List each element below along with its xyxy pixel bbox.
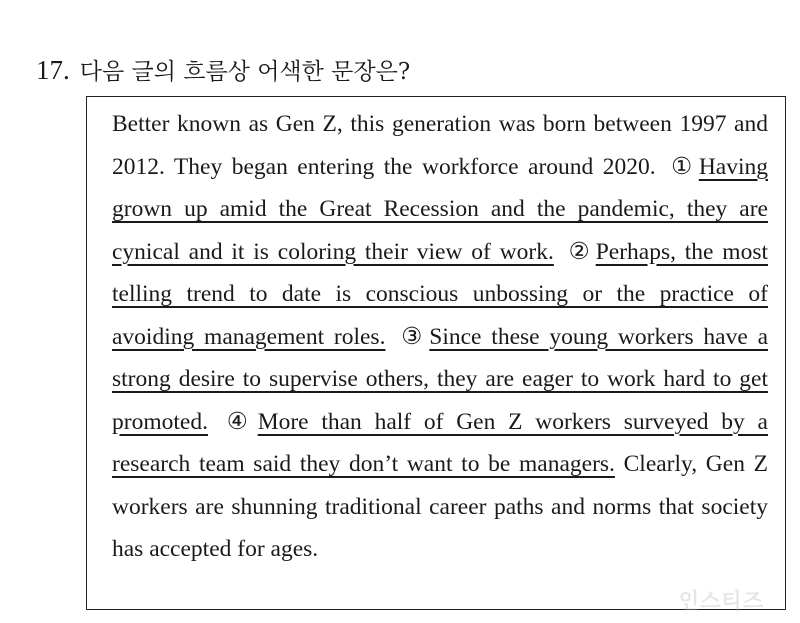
question-header [36,52,410,90]
choice-sentence-1: Having grown up amid the Great Recession and the pandemic, they are cynical and it is coloring their view of work. [112,153,768,265]
watermark-logo: 인스티즈 [678,589,764,613]
choice-marker-4: ④ [226,408,255,435]
question-prompt: 다음 글의 흐름상 어색한 문장은? [79,59,411,85]
passage-box [86,96,786,610]
passage-intro: Better known as Gen Z, this generation was born between 1997 and 2012. They began entering the workforce around 2020. [112,111,768,180]
choice-sentence-4: More than half of Gen Z workers surveyed by a research team said they don’t want to be managers. [112,408,768,477]
choice-sentence-2: Perhaps, the most telling trend to date is conscious unbossing or the practice of avoiding management roles. [112,238,769,350]
choice-marker-3: ③ [401,323,427,350]
passage-text [112,103,768,571]
choice-sentence-3: Since these young workers have a strong desire to supervise others, they are eager to work hard to get promoted. [112,323,769,435]
choice-marker-1: ① [671,153,696,180]
choice-marker-2: ② [568,238,593,265]
passage-conclusion: Clearly, Gen Z workers are shunning traditional career paths and norms that society has accepted for ages. [112,451,768,562]
question-number: 17. [36,55,70,85]
